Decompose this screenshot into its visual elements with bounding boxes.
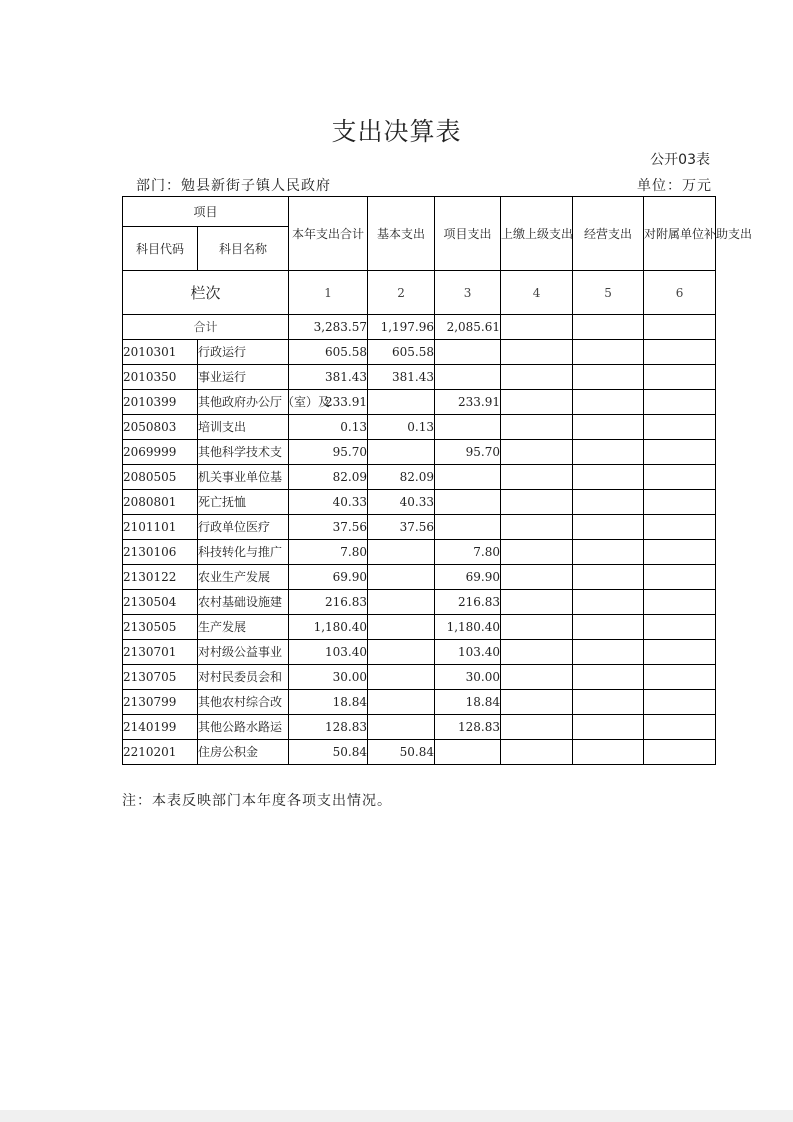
row-name: 行政运行 <box>198 340 289 365</box>
row-c2: 50.84 <box>368 740 435 765</box>
row-name: 对村民委员会和 <box>198 665 289 690</box>
row-c5 <box>573 440 644 465</box>
header-row-label: 栏次 <box>123 271 289 315</box>
row-c6 <box>644 440 716 465</box>
row-c5 <box>573 390 644 415</box>
row-c2 <box>368 615 435 640</box>
table-row <box>123 515 716 540</box>
row-name: 农业生产发展 <box>198 565 289 590</box>
col-number: 1 <box>289 271 368 315</box>
row-c4 <box>501 690 573 715</box>
row-code: 2080801 <box>123 490 198 515</box>
row-c2 <box>368 390 435 415</box>
table-row <box>123 415 716 440</box>
row-c6 <box>644 340 716 365</box>
col-number: 2 <box>368 271 435 315</box>
total-c1: 3,283.57 <box>289 315 368 340</box>
header-col-total: 本年支出合计 <box>289 197 368 271</box>
row-c2 <box>368 590 435 615</box>
row-c5 <box>573 515 644 540</box>
unit-label: 单位：万元 <box>637 178 712 194</box>
row-c5 <box>573 340 644 365</box>
row-c4 <box>501 665 573 690</box>
row-c2 <box>368 565 435 590</box>
row-c4 <box>501 440 573 465</box>
row-c4 <box>501 340 573 365</box>
row-name: 机关事业单位基 <box>198 465 289 490</box>
row-c6 <box>644 390 716 415</box>
row-code: 2130505 <box>123 615 198 640</box>
row-c1: 18.84 <box>289 690 368 715</box>
row-c2 <box>368 440 435 465</box>
row-c1: 82.09 <box>289 465 368 490</box>
header-code: 科目代码 <box>123 227 198 271</box>
row-c2: 82.09 <box>368 465 435 490</box>
row-name: 培训支出 <box>198 415 289 440</box>
total-c4 <box>501 315 573 340</box>
row-name: 生产发展 <box>198 615 289 640</box>
row-c2: 37.56 <box>368 515 435 540</box>
row-c6 <box>644 715 716 740</box>
row-c4 <box>501 490 573 515</box>
row-c4 <box>501 390 573 415</box>
row-c1: 103.40 <box>289 640 368 665</box>
row-c3 <box>435 365 501 390</box>
table-row <box>123 740 716 765</box>
row-c2: 0.13 <box>368 415 435 440</box>
header-col-project: 项目支出 <box>435 197 501 271</box>
row-c2: 605.58 <box>368 340 435 365</box>
row-name: 死亡抚恤 <box>198 490 289 515</box>
row-c3 <box>435 340 501 365</box>
row-name: 农村基础设施建 <box>198 590 289 615</box>
header-col-business: 经营支出 <box>573 197 644 271</box>
row-code: 2140199 <box>123 715 198 740</box>
row-c6 <box>644 540 716 565</box>
total-c3: 2,085.61 <box>435 315 501 340</box>
row-c5 <box>573 365 644 390</box>
row-c5 <box>573 665 644 690</box>
row-c2 <box>368 540 435 565</box>
row-c6 <box>644 465 716 490</box>
row-c5 <box>573 415 644 440</box>
row-c6 <box>644 740 716 765</box>
row-code: 2010301 <box>123 340 198 365</box>
row-c4 <box>501 590 573 615</box>
row-c3: 103.40 <box>435 640 501 665</box>
row-c3: 30.00 <box>435 665 501 690</box>
row-c1: 128.83 <box>289 715 368 740</box>
row-c4 <box>501 540 573 565</box>
row-c5 <box>573 565 644 590</box>
row-code: 2069999 <box>123 440 198 465</box>
row-c4 <box>501 640 573 665</box>
row-c3: 95.70 <box>435 440 501 465</box>
row-c1: 7.80 <box>289 540 368 565</box>
table-row <box>123 640 716 665</box>
row-c5 <box>573 640 644 665</box>
header-col-basic: 基本支出 <box>368 197 435 271</box>
row-c3 <box>435 515 501 540</box>
row-c5 <box>573 690 644 715</box>
row-c1: 37.56 <box>289 515 368 540</box>
row-c2: 381.43 <box>368 365 435 390</box>
row-c3: 216.83 <box>435 590 501 615</box>
page-title: 支出决算表 <box>331 117 462 146</box>
row-c2 <box>368 715 435 740</box>
row-c6 <box>644 365 716 390</box>
row-c6 <box>644 615 716 640</box>
table-row <box>123 540 716 565</box>
total-label: 合计 <box>123 315 289 340</box>
row-c2 <box>368 665 435 690</box>
header-item: 项目 <box>123 197 289 227</box>
row-c6 <box>644 665 716 690</box>
row-c1: 605.58 <box>289 340 368 365</box>
row-c3: 1,180.40 <box>435 615 501 640</box>
row-c3: 233.91 <box>435 390 501 415</box>
row-c5 <box>573 465 644 490</box>
row-c5 <box>573 490 644 515</box>
col-number: 5 <box>573 271 644 315</box>
row-c4 <box>501 615 573 640</box>
footnote: 注：本表反映部门本年度各项支出情况。 <box>122 793 392 809</box>
department-label: 部门：勉县新街子镇人民政府 <box>136 178 331 194</box>
row-c6 <box>644 640 716 665</box>
row-name: 其他政府办公厅（室）及 <box>198 390 289 415</box>
row-code: 2101101 <box>123 515 198 540</box>
row-c5 <box>573 540 644 565</box>
row-code: 2130701 <box>123 640 198 665</box>
table-row <box>123 565 716 590</box>
row-code: 2210201 <box>123 740 198 765</box>
row-c4 <box>501 365 573 390</box>
row-c4 <box>501 715 573 740</box>
row-code: 2130705 <box>123 665 198 690</box>
row-c6 <box>644 515 716 540</box>
row-c2 <box>368 640 435 665</box>
row-code: 2130799 <box>123 690 198 715</box>
row-c4 <box>501 565 573 590</box>
total-c6 <box>644 315 716 340</box>
row-c5 <box>573 590 644 615</box>
table-row <box>123 615 716 640</box>
row-c1: 216.83 <box>289 590 368 615</box>
row-c2: 40.33 <box>368 490 435 515</box>
table-row <box>123 365 716 390</box>
header-name: 科目名称 <box>198 227 289 271</box>
total-row <box>123 315 716 340</box>
table-row <box>123 665 716 690</box>
row-name: 其他农村综合改 <box>198 690 289 715</box>
total-c2: 1,197.96 <box>368 315 435 340</box>
table-row <box>123 490 716 515</box>
row-c4 <box>501 465 573 490</box>
row-name: 科技转化与推广 <box>198 540 289 565</box>
row-c5 <box>573 740 644 765</box>
header-col-subsidy: 对附属单位补助支出 <box>644 197 716 271</box>
row-c3: 7.80 <box>435 540 501 565</box>
row-c6 <box>644 415 716 440</box>
row-c1: 233.91 <box>289 390 368 415</box>
row-c1: 95.70 <box>289 440 368 465</box>
table-row <box>123 390 716 415</box>
expenditure-table <box>122 196 753 765</box>
row-c3 <box>435 490 501 515</box>
row-code: 2010399 <box>123 390 198 415</box>
row-c5 <box>573 715 644 740</box>
row-c1: 30.00 <box>289 665 368 690</box>
row-c2 <box>368 690 435 715</box>
row-name: 行政单位医疗 <box>198 515 289 540</box>
row-code: 2080505 <box>123 465 198 490</box>
row-code: 2010350 <box>123 365 198 390</box>
row-c5 <box>573 615 644 640</box>
table-row <box>123 690 716 715</box>
row-c4 <box>501 415 573 440</box>
row-c3: 128.83 <box>435 715 501 740</box>
total-c5 <box>573 315 644 340</box>
col-number: 4 <box>501 271 573 315</box>
row-c1: 69.90 <box>289 565 368 590</box>
row-name: 对村级公益事业 <box>198 640 289 665</box>
row-code: 2050803 <box>123 415 198 440</box>
row-c3 <box>435 740 501 765</box>
row-c3: 69.90 <box>435 565 501 590</box>
row-c4 <box>501 515 573 540</box>
row-code: 2130504 <box>123 590 198 615</box>
row-c1: 1,180.40 <box>289 615 368 640</box>
row-c6 <box>644 565 716 590</box>
col-number: 6 <box>644 271 716 315</box>
row-name: 事业运行 <box>198 365 289 390</box>
row-c1: 50.84 <box>289 740 368 765</box>
table-row <box>123 440 716 465</box>
row-name: 其他公路水路运 <box>198 715 289 740</box>
row-c1: 381.43 <box>289 365 368 390</box>
row-c3: 18.84 <box>435 690 501 715</box>
row-c6 <box>644 690 716 715</box>
table-row <box>123 465 716 490</box>
table-row <box>123 715 716 740</box>
row-name: 其他科学技术支 <box>198 440 289 465</box>
row-c4 <box>501 740 573 765</box>
row-c6 <box>644 590 716 615</box>
table-row <box>123 590 716 615</box>
table-row <box>123 340 716 365</box>
row-c1: 0.13 <box>289 415 368 440</box>
header-col-upper: 上缴上级支出 <box>501 197 573 271</box>
row-c6 <box>644 490 716 515</box>
col-number: 3 <box>435 271 501 315</box>
row-c3 <box>435 415 501 440</box>
row-name: 住房公积金 <box>198 740 289 765</box>
row-code: 2130106 <box>123 540 198 565</box>
form-code: 公开03表 <box>650 152 710 168</box>
row-c3 <box>435 465 501 490</box>
row-c1: 40.33 <box>289 490 368 515</box>
bottom-bar <box>0 1110 793 1122</box>
row-code: 2130122 <box>123 565 198 590</box>
